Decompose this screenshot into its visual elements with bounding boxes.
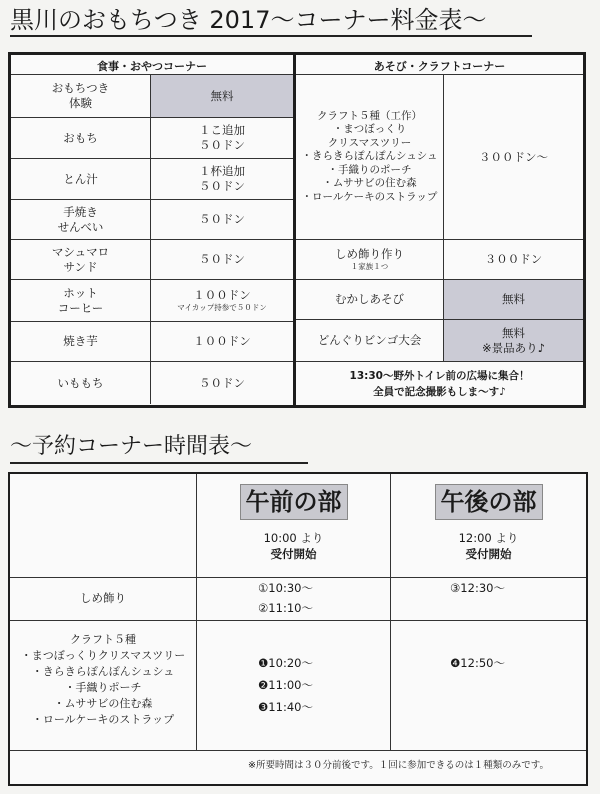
shime-am-slot: ②11:10～ — [258, 601, 313, 615]
title-underline — [10, 35, 532, 37]
craft-pm — [450, 652, 505, 674]
afternoon-label: 午後の部 — [435, 484, 543, 520]
shime-pm — [450, 578, 505, 598]
left-row-price-text: １杯追加 ５０ドン — [199, 164, 245, 193]
donguri-name: どんぐりビンゴ大会 — [296, 320, 444, 362]
craft-am-slot: ❶10:20～ — [258, 656, 313, 670]
shime-am-slot: ①10:30～ — [258, 581, 313, 595]
left-row-price-text: ５０ドン — [199, 212, 245, 226]
craft-sched-item: ・ロールケーキのストラップ — [31, 713, 175, 726]
left-row-name: いももち — [11, 362, 151, 404]
craft-sched-title: クラフト５種 — [70, 633, 136, 646]
schedule-title: ～予約コーナー時間表～ — [10, 434, 253, 459]
mukashi-price: 無料 — [444, 280, 583, 320]
left-row-name: マシュマロ サンド — [11, 240, 151, 280]
afternoon-reception: 受付開始 — [465, 547, 512, 561]
craft-item: ・まつぼっくり クリスマスツリー — [327, 123, 412, 149]
sched-row-line-2 — [10, 620, 586, 621]
left-row-price — [151, 159, 293, 200]
left-row-name: とん汁 — [11, 159, 151, 200]
craft-item: ・ロールケーキのストラップ — [301, 190, 438, 203]
craft-cell — [296, 75, 444, 240]
shime-am — [258, 578, 313, 618]
sched-row-line-3 — [10, 750, 586, 751]
left-row-name: 焼き芋 — [11, 322, 151, 362]
morning-label: 午前の部 — [240, 484, 348, 520]
left-row-price — [151, 200, 293, 240]
left-row-price — [151, 240, 293, 280]
craft-price: ３００ドン～ — [444, 75, 583, 240]
page-title: 黒川のおもちつき 2017～コーナー料金表～ — [10, 6, 487, 34]
shimekazari-note: １家族１つ — [350, 262, 389, 271]
craft-pm-slot: ❹12:50～ — [450, 656, 505, 670]
craft-am-slot: ❷11:00～ — [258, 678, 313, 692]
photo-notice: 13:30～野外トイレ前の広場に集合！ 全員で記念撮影もしま～す♪ — [349, 370, 530, 398]
right-table-header: あそび・クラフトコーナー — [373, 60, 506, 73]
craft-sched-name — [10, 632, 196, 728]
left-row-name: おもち — [11, 118, 151, 159]
morning-reception: 受付開始 — [270, 547, 317, 561]
craft-sched-item: ・きらきらぽんぽんシュシュ — [31, 665, 175, 678]
craft-name: クラフト５種（工作） — [317, 109, 422, 122]
afternoon-header — [391, 484, 586, 562]
schedule-title-underline — [10, 462, 308, 464]
left-row-price — [151, 280, 293, 322]
left-row-price-text: １こ追加 ５０ドン — [199, 123, 245, 152]
craft-am-slot: ❸11:40～ — [258, 700, 313, 714]
craft-am — [258, 652, 313, 718]
left-row-price — [151, 118, 293, 159]
left-row-price — [151, 75, 293, 118]
left-row-price-text: 無料 — [210, 88, 234, 103]
morning-time: 10:00 より — [263, 531, 324, 545]
donguri-price: 無料 ※景品あり♪ — [444, 320, 583, 362]
craft-item: ・ムササビの住む森 — [322, 177, 417, 190]
craft-sched-item: ・ムササビの住む森 — [53, 697, 153, 710]
shime-pm-slot: ③12:30～ — [450, 581, 505, 595]
left-row-price — [151, 322, 293, 362]
shime-name: しめ飾り — [80, 591, 126, 605]
left-row-price-text: ５０ドン — [199, 375, 245, 390]
left-row-name: おもちつき 体験 — [11, 75, 151, 118]
left-row-price-text: １００ドン — [193, 334, 251, 348]
left-table-header: 食事・おやつコーナー — [97, 60, 207, 73]
craft-sched-item: ・手織りポーチ — [64, 681, 142, 694]
mukashi-name: むかしあそび — [296, 280, 444, 320]
left-row-note: マイカップ持参で５０ドン — [177, 303, 267, 312]
left-row-name: 手焼き せんべい — [11, 200, 151, 240]
left-row-price — [151, 362, 293, 404]
shimekazari-cell — [296, 240, 444, 280]
left-row-name: ホット コーヒー — [11, 280, 151, 322]
afternoon-time: 12:00 より — [458, 531, 519, 545]
craft-sched-item: ・まつぼっくりクリスマスツリー — [20, 649, 186, 662]
shimekazari-name: しめ飾り作り — [335, 247, 404, 261]
footnote: ※所要時間は３０分前後です。１回に参加できるのは１種類のみです。 — [248, 760, 549, 771]
morning-header — [197, 484, 390, 562]
shimekazari-price: ３００ドン — [444, 240, 583, 280]
craft-item: ・きらきらぽんぽんシュシュ — [301, 150, 438, 163]
left-row-price-text: ５０ドン — [199, 252, 245, 266]
craft-item: ・手織りのポーチ — [327, 163, 412, 176]
left-row-price-text: １００ドン — [193, 288, 251, 302]
